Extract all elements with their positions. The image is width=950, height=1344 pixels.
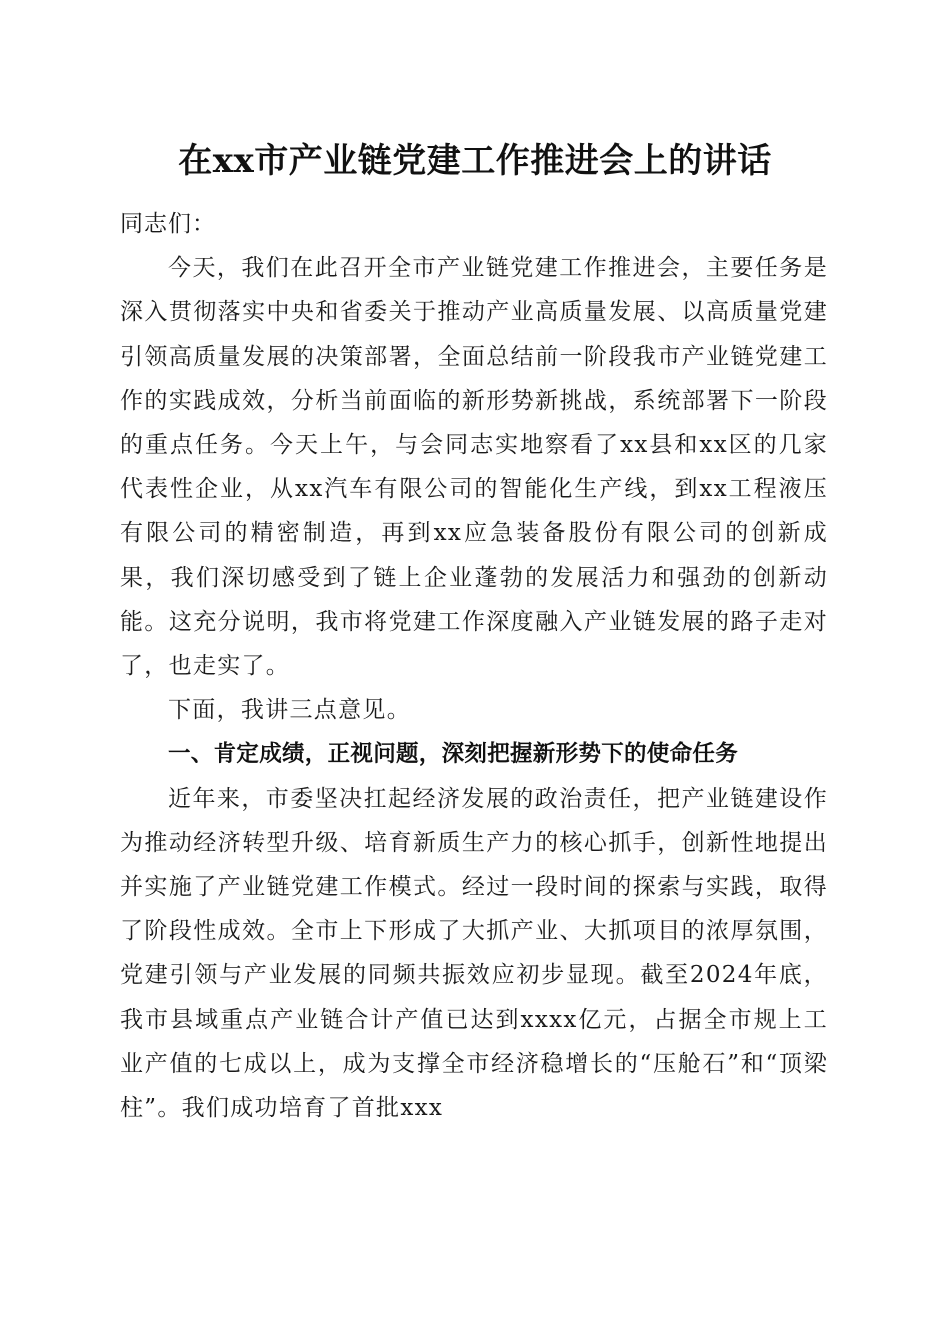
document-title: 在xx市产业链党建工作推进会上的讲话 [178,141,772,181]
section-heading-1: 一、肯定成绩，正视问题，深刻把握新形势下的使命任务 [168,741,739,768]
paragraph-opening: 今天，我们在此召开全市产业链党建工作推进会，主要任务是深入贯彻落实中央和省委关于推动产业高质量发展、以高质量党建引领高质量发展的决策部署，全面总结前一阶段我市产业链党建工作的实践成效，分析当前面临的新形势新挑战，系统部署下一阶段的重点任务。今天上午，与会同志实地察看了xx县和xx区的几家代表性企业，从xx汽车有限公司的智能化生产线，到xx工程液压有限公司的精密制造，再到xx应急装备股份有限公司的创新成果，我们深切感受到了链上企业蓬勃的发展活力和强劲的创新动能。这充分说明，我市将党建工作深度融入产业链发展的路子走对了，也走实了。 [120,255,828,680]
document-body [120,202,828,1130]
paragraph-section-1: 近年来，市委坚决扛起经济发展的政治责任，把产业链建设作为推动经济转型升级、培育新质生产力的核心抓手，创新性地提出并实施了产业链党建工作模式。经过一段时间的探索与实践，取得了阶段性成效。全市上下形成了大抓产业、大抓项目的浓厚氛围，党建引领与产业发展的同频共振效应初步显现。截至2024年底，我市县域重点产业链合计产值已达到xxxx亿元，占据全市规上工业产值的七成以上，成为支撑全市经济稳增长的“压舱石”和“顶梁柱”。我们成功培育了首批xxx [120,785,828,1122]
paragraph-transition: 下面，我讲三点意见。 [168,697,411,724]
salutation: 同志们： [120,211,216,237]
